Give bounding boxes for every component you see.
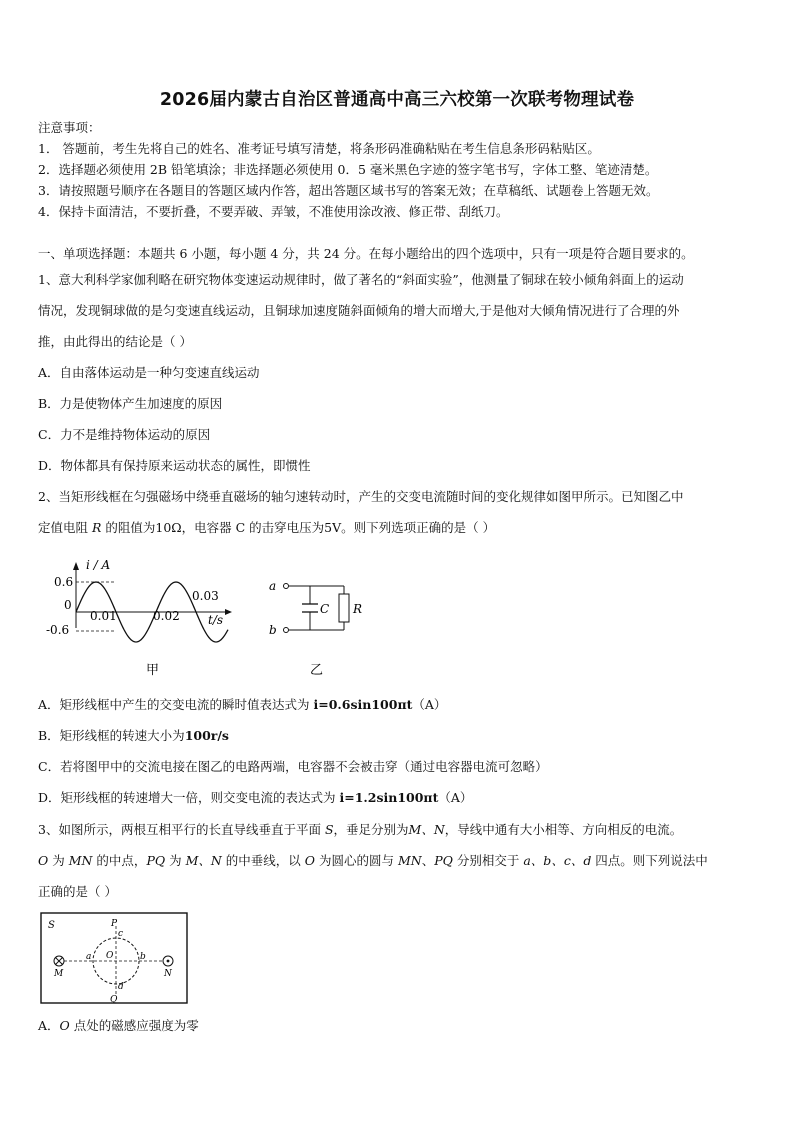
q3-var: M、N bbox=[185, 853, 222, 868]
figure-caption-yi: 乙 bbox=[310, 663, 324, 678]
q2-text: 定值电阻 bbox=[38, 520, 92, 535]
q2-option-b-text: B．矩形线框的转速大小为 bbox=[38, 728, 185, 743]
label-n: N bbox=[164, 969, 172, 979]
y-tick-label: -0.6 bbox=[46, 623, 70, 637]
label-c: c bbox=[118, 929, 124, 939]
q2-option-a bbox=[38, 697, 446, 713]
q3-var: O bbox=[38, 853, 49, 868]
q1-option-a: A．自由落体运动是一种匀变速直线运动 bbox=[38, 365, 260, 380]
notice-item: 3．请按照题号顺序在各题目的答题区域内作答，超出答题区域书写的答案无效；在草稿纸、试题卷上答题无效。 bbox=[38, 183, 659, 198]
q3-var: M、N bbox=[408, 822, 445, 837]
notice-item: 1． 答题前，考生先将自己的姓名、准考证号填写清楚，将条形码准确粘贴在考生信息条形码粘贴区。 bbox=[38, 141, 600, 156]
q1-stem-line: 1、意大利科学家伽利略在研究物体变速运动规律时，做了著名的“斜面实验”，他测量了铜球在较小倾角斜面上的运动 bbox=[38, 272, 684, 287]
q2-stem-line2 bbox=[38, 520, 495, 536]
q2-option-a-expr: i=0.6sin100πt bbox=[313, 697, 413, 712]
q3-stem-line3: 正确的是（ ） bbox=[38, 884, 117, 899]
terminal-a bbox=[284, 584, 289, 589]
x-axis-label: t/s bbox=[208, 613, 224, 627]
x-tick-label: 0.01 bbox=[90, 609, 117, 623]
notice-item: 2．选择题必须使用 2B 铅笔填涂；非选择题必须使用 0．5 毫米黑色字迹的签字笔书写，字体工整、笔迹清楚。 bbox=[38, 162, 658, 177]
notice-item: 4．保持卡面清洁，不要折叠，不要弄破、弄皱，不准使用涂改液、修正带、刮纸刀。 bbox=[38, 204, 509, 219]
q3-option-a-letter: A． bbox=[38, 1018, 60, 1033]
q2-option-d-text: D．矩形线框的转速增大一倍，则交变电流的表达式为 bbox=[38, 790, 340, 805]
q3-var: O bbox=[59, 1018, 70, 1033]
q3-var: S bbox=[324, 822, 334, 837]
q2-option-d bbox=[38, 790, 472, 806]
q3-option-a bbox=[38, 1018, 199, 1034]
q3-text: 为 bbox=[48, 853, 69, 868]
x-tick-label: 0.03 bbox=[192, 589, 219, 603]
label-m: M bbox=[54, 969, 64, 979]
label-d: d bbox=[118, 982, 124, 992]
q3-var: MN bbox=[397, 853, 422, 868]
q3-text: 为圆心的圆与 bbox=[315, 853, 398, 868]
q1-stem-line: 情况，发现铜球做的是匀变速直线运动，且铜球加速度随斜面倾角的增大而增大,于是他对大倾角情况进行了合理的外 bbox=[38, 303, 680, 318]
q1-option-c: C．力不是维持物体运动的原因 bbox=[38, 427, 211, 442]
q3-text: ，垂足分别为 bbox=[333, 822, 409, 837]
resistor bbox=[339, 594, 349, 622]
q2-option-b bbox=[38, 728, 229, 744]
q3-text: 分别相交于 bbox=[452, 853, 524, 868]
q3-text: 、 bbox=[421, 853, 435, 868]
plane-s-label: S bbox=[48, 920, 55, 931]
figure-yi-circuit bbox=[262, 572, 372, 682]
q2-option-a-unit: （A） bbox=[412, 697, 447, 712]
q3-text: 四点。则下列说法中 bbox=[591, 853, 708, 868]
q3-text: ，导线中通有大小相等、方向相反的电流。 bbox=[444, 822, 683, 837]
q2-option-a-text: A．矩形线框中产生的交变电流的瞬时值表达式为 bbox=[38, 697, 314, 712]
q3-option-a-text: 点处的磁感应强度为零 bbox=[69, 1018, 199, 1033]
q3-var: a、b、c、d bbox=[523, 853, 592, 868]
q2-option-d-unit: （A） bbox=[438, 790, 473, 805]
q3-wires-figure bbox=[40, 912, 190, 1008]
q2-option-d-expr: i=1.2sin100πt bbox=[339, 790, 439, 805]
section-header: 一、单项选择题：本题共 6 小题，每小题 4 分，共 24 分。在每小题给出的四个选项中，只有一项是符合题目要求的。 bbox=[38, 246, 694, 261]
y-tick-label: 0.6 bbox=[54, 575, 74, 589]
y-tick-label: 0 bbox=[64, 598, 72, 612]
terminal-b bbox=[284, 628, 289, 633]
label-o: O bbox=[106, 951, 114, 961]
terminal-b-label: b bbox=[269, 623, 277, 637]
label-q: Q bbox=[110, 995, 118, 1005]
t-axis-arrow bbox=[225, 609, 232, 615]
y-axis-label: i / A bbox=[86, 558, 111, 572]
q3-stem-line2 bbox=[38, 853, 708, 869]
q2-option-c: C．若将图甲中的交流电接在图乙的电路两端，电容器不会被击穿（通过电容器电流可忽略） bbox=[38, 759, 548, 774]
q3-text: 为 bbox=[165, 853, 186, 868]
figure-caption-jia: 甲 bbox=[146, 663, 160, 678]
notice-heading: 注意事项： bbox=[38, 120, 101, 135]
i-axis-arrow bbox=[73, 562, 79, 570]
q3-text: 的中垂线，以 bbox=[221, 853, 305, 868]
q3-var: PQ bbox=[146, 853, 166, 868]
q1-option-d: D．物体都具有保持原来运动状态的属性，即惯性 bbox=[38, 458, 311, 473]
q3-var: MN bbox=[68, 853, 93, 868]
label-a: a bbox=[86, 952, 92, 962]
capacitor-label: C bbox=[320, 602, 330, 616]
q2-option-b-value: 100r/s bbox=[184, 728, 229, 743]
q3-var: O bbox=[304, 853, 316, 868]
q1-option-b: B．力是使物体产生加速度的原因 bbox=[38, 396, 223, 411]
q1-stem-line: 推，由此得出的结论是（ ） bbox=[38, 334, 192, 349]
q2-var-r: R bbox=[91, 520, 102, 535]
q3-text: 的中点， bbox=[92, 853, 147, 868]
figure-jia-sine-graph bbox=[40, 556, 240, 681]
x-tick-label: 0.02 bbox=[153, 609, 180, 623]
label-b: b bbox=[140, 952, 146, 962]
resistor-label: R bbox=[353, 602, 363, 616]
terminal-a-label: a bbox=[269, 579, 277, 593]
q3-var: PQ bbox=[434, 853, 453, 868]
dot-mark bbox=[167, 960, 170, 963]
label-p: P bbox=[111, 919, 118, 929]
exam-title: 2026届内蒙古自治区普通高中高三六校第一次联考物理试卷 bbox=[159, 90, 635, 110]
q3-text: 3、如图所示，两根互相平行的长直导线垂直于平面 bbox=[38, 822, 325, 837]
q3-stem-line1 bbox=[38, 822, 682, 838]
q2-text: 的阻值为10Ω，电容器 C 的击穿电压为5V。则下列选项正确的是（ ） bbox=[101, 520, 496, 535]
q2-stem-line1: 2、当矩形线框在匀强磁场中绕垂直磁场的轴匀速转动时，产生的交变电流随时间的变化规律如图甲所示。已知图乙中 bbox=[38, 489, 684, 504]
